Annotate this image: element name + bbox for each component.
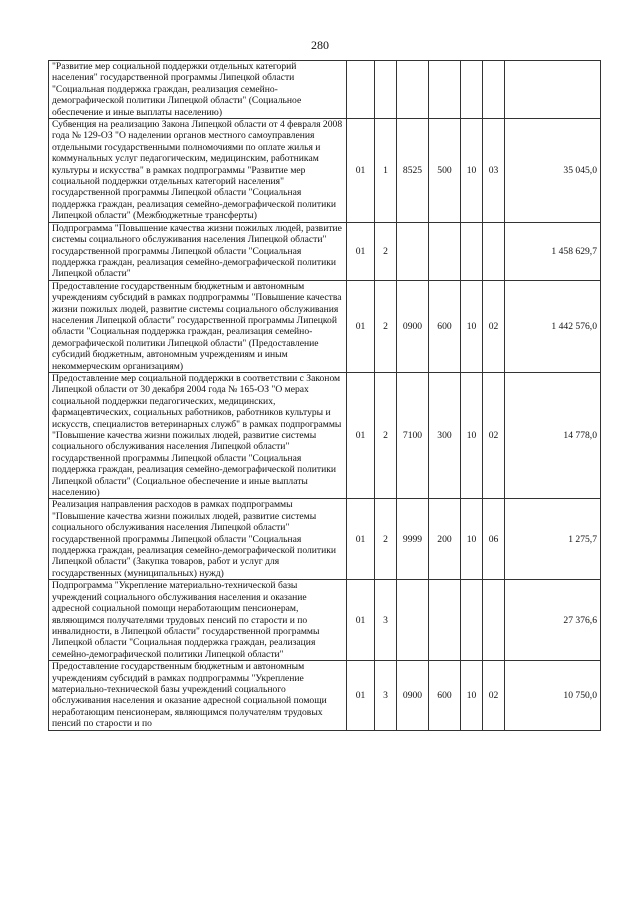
row-description: Предоставление государственным бюджетным и автономным учреждениям субсидий в рамках подпрограммы "Повышение качества жизни пожилых людей, развитие системы социального обслуживания населения Липецкой области" государственной программы Липецкой области "Социальная поддержка граждан, реализация семейно-демографической политики Липецкой области" (Предоставление субсидий бюджетным, автономным учреждениям и иным некоммерческим организациям) [49, 280, 347, 372]
cell-subsection: 02 [483, 280, 505, 372]
cell-direction [397, 580, 429, 661]
row-description: Предоставление государственным бюджетным и автономным учреждениям субсидий в рамках подпрограммы "Укрепление материально-технической базы учреждений социального обслуживания населения и оказание адресной социальной помощи неработающим пенсионерам, являющимся получателям трудовых пенсий по старости и по [49, 661, 347, 730]
row-description: Предоставление мер социальной поддержки в соответствии с Законом Липецкой области от 30 декабря 2004 года № 165-ОЗ "О мерах социальной поддержки педагогических, медицинских, фармацевтических, социальных работников, работников культуры и искусств, специалистов ветеринарных служб" в рамках подпрограммы "Повышение качества жизни пожилых людей, развитие системы социального обслуживания населения Липецкой области" государственной программы Липецкой области "Социальная поддержка граждан, реализация семейно-демографической политики Липецкой области" (Социальное обеспечение и иные выплаты населению) [49, 372, 347, 498]
cell-section [461, 580, 483, 661]
cell-program: 01 [347, 280, 375, 372]
cell-section: 10 [461, 119, 483, 223]
cell-amount: 1 442 576,0 [505, 280, 601, 372]
cell-direction: 0900 [397, 280, 429, 372]
cell-program: 01 [347, 499, 375, 580]
table-body [49, 61, 601, 731]
cell-subprogram [375, 61, 397, 119]
cell-expense-type [429, 222, 461, 280]
cell-subsection: 03 [483, 119, 505, 223]
cell-direction: 8525 [397, 119, 429, 223]
table-row [49, 280, 601, 372]
cell-subsection [483, 580, 505, 661]
table-row [49, 499, 601, 580]
cell-amount [505, 61, 601, 119]
cell-subprogram: 2 [375, 280, 397, 372]
cell-subprogram: 1 [375, 119, 397, 223]
cell-program: 01 [347, 119, 375, 223]
cell-amount: 1 458 629,7 [505, 222, 601, 280]
cell-section [461, 61, 483, 119]
table-row [49, 661, 601, 730]
cell-expense-type: 500 [429, 119, 461, 223]
cell-amount: 14 778,0 [505, 372, 601, 498]
budget-table [48, 60, 601, 731]
row-description: Субвенция на реализацию Закона Липецкой области от 4 февраля 2008 года № 129-ОЗ "О наделении органов местного самоуправления отдельными государственными полномочиями по оплате жилья и коммунальных услуг педагогическим, медицинским, работникам культуры и искусства" в рамках подпрограммы "Развитие мер социальной поддержки отдельных категорий населения" государственной программы Липецкой области "Социальная поддержка граждан, реализация семейно-демографической политики Липецкой области" (Межбюджетные трансферты) [49, 119, 347, 223]
cell-subprogram: 3 [375, 580, 397, 661]
cell-direction: 7100 [397, 372, 429, 498]
cell-subprogram: 3 [375, 661, 397, 730]
cell-direction [397, 222, 429, 280]
cell-subsection: 06 [483, 499, 505, 580]
cell-amount: 1 275,7 [505, 499, 601, 580]
cell-direction: 0900 [397, 661, 429, 730]
cell-direction: 9999 [397, 499, 429, 580]
cell-program: 01 [347, 661, 375, 730]
table-row [49, 580, 601, 661]
table-row [49, 61, 601, 119]
cell-expense-type: 600 [429, 661, 461, 730]
cell-expense-type [429, 580, 461, 661]
row-description: "Развитие мер социальной поддержки отдельных категорий населения" государственной программы Липецкой области "Социальная поддержка граждан, реализация семейно-демографической политики Липецкой области" (Социальное обеспечение и иные выплаты населению) [49, 61, 347, 119]
cell-section: 10 [461, 661, 483, 730]
cell-program: 01 [347, 372, 375, 498]
cell-subsection [483, 222, 505, 280]
cell-expense-type [429, 61, 461, 119]
cell-program [347, 61, 375, 119]
cell-expense-type: 600 [429, 280, 461, 372]
cell-subprogram: 2 [375, 499, 397, 580]
cell-amount: 35 045,0 [505, 119, 601, 223]
cell-expense-type: 200 [429, 499, 461, 580]
cell-direction [397, 61, 429, 119]
cell-subsection: 02 [483, 372, 505, 498]
cell-section: 10 [461, 499, 483, 580]
cell-section: 10 [461, 280, 483, 372]
cell-expense-type: 300 [429, 372, 461, 498]
cell-subsection [483, 61, 505, 119]
row-description: Подпрограмма "Повышение качества жизни пожилых людей, развитие системы социального обслуживания населения Липецкой области" государственной программы Липецкой области "Социальная поддержка граждан, реализация семейно-демографической политики Липецкой области" [49, 222, 347, 280]
cell-subprogram: 2 [375, 372, 397, 498]
row-description: Подпрограмма "Укрепление материально-технической базы учреждений социального обслуживания населения и оказание адресной социальной помощи неработающим пенсионерам, являющимся получателями трудовых пенсий по старости и по инвалидности, в Липецкой области" государственной программы Липецкой области "Социальная поддержка граждан, реализация семейно-демографической политики Липецкой области" [49, 580, 347, 661]
cell-program: 01 [347, 580, 375, 661]
row-description: Реализация направления расходов в рамках подпрограммы "Повышение качества жизни пожилых людей, развитие системы социального обслуживания населения Липецкой области" государственной программы Липецкой области "Социальная поддержка граждан, реализация семейно-демографической политики Липецкой области" (Закупка товаров, работ и услуг для государственных (муниципальных) нужд) [49, 499, 347, 580]
cell-amount: 27 376,6 [505, 580, 601, 661]
table-row [49, 372, 601, 498]
cell-subprogram: 2 [375, 222, 397, 280]
cell-section: 10 [461, 372, 483, 498]
table-row [49, 119, 601, 223]
page-number: 280 [311, 38, 329, 52]
cell-program: 01 [347, 222, 375, 280]
cell-subsection: 02 [483, 661, 505, 730]
table-row [49, 222, 601, 280]
cell-amount: 10 750,0 [505, 661, 601, 730]
cell-section [461, 222, 483, 280]
